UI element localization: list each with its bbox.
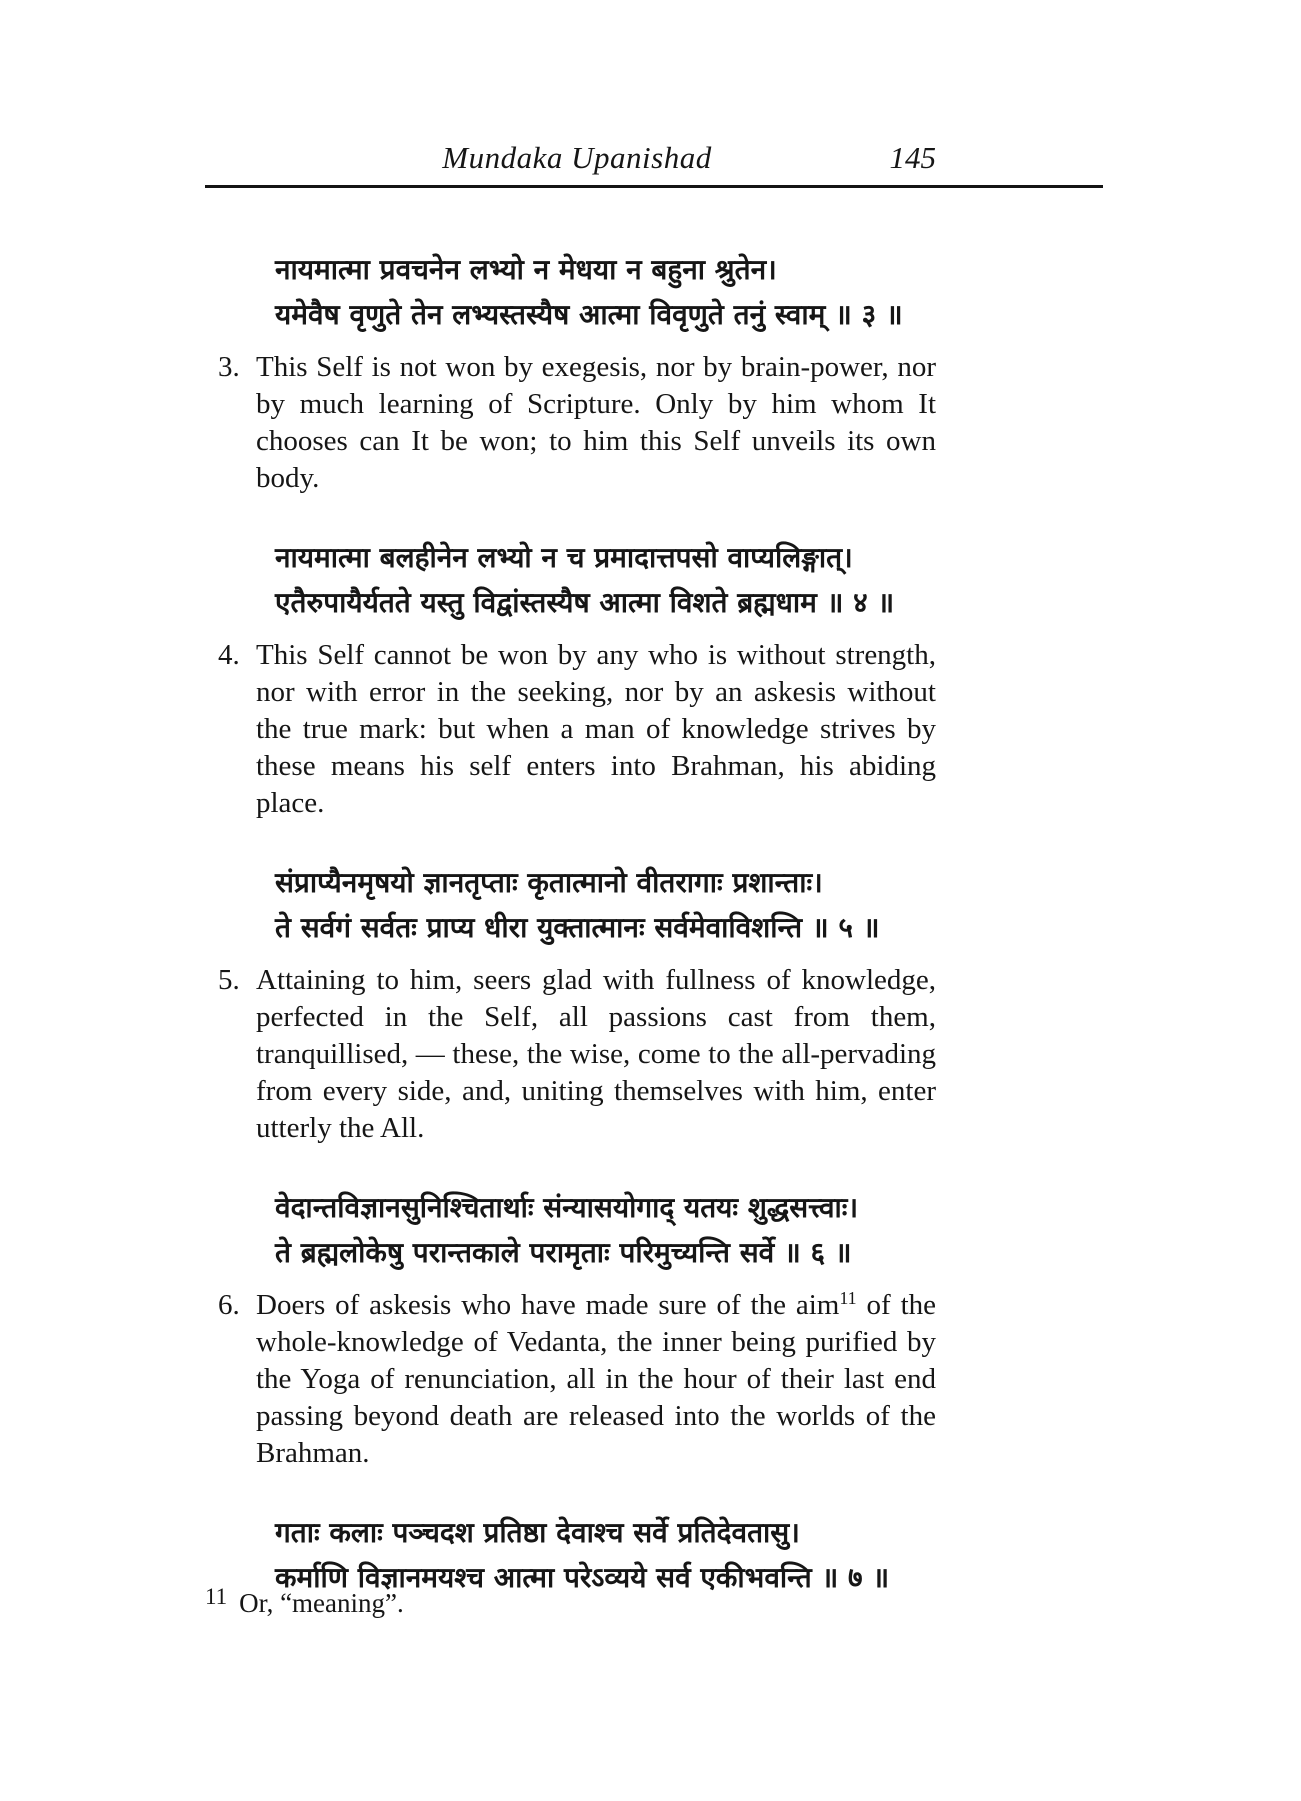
- verse-3-line-1: नायमात्मा प्रवचनेन लभ्यो न मेधया न बहुना श्रुतेन।: [275, 253, 777, 286]
- verse-4-line-1: नायमात्मा बलहीनेन लभ्यो न च प्रमादात्तपसो वाप्यलिङ्गात्।: [275, 541, 853, 574]
- translation-item-6: [218, 1287, 936, 1472]
- page-number: 145: [889, 140, 936, 175]
- item-6-text: [256, 1287, 936, 1472]
- item-3-text: This Self is not won by exegesis, nor by brain-power, nor by much learning of Scripture. Only by him whom It chooses can It be won; to him this Self unveils its own body.: [256, 351, 936, 494]
- footnote-marker-11: 11: [205, 1584, 228, 1609]
- translation-item-4: [218, 637, 936, 822]
- item-3-number: 3.: [218, 351, 240, 383]
- verse-5-line-1: संप्राप्यैनमृषयो ज्ञानतृप्ताः कृतात्मानो वीतरागाः प्रशान्ताः।: [275, 866, 823, 899]
- translation-item-5: [218, 962, 936, 1147]
- item-5-text: Attaining to him, seers glad with fullness of knowledge, perfected in the Self, all passions cast from them, tranquillised, — these, the wise, come to the all-pervading from every side, and, uniting themselves with him, enter utterly the All.: [256, 964, 936, 1144]
- verse-5-line-2: ते सर्वगं सर्वतः प्राप्य धीरा युक्तात्मानः सर्वमेवाविशन्ति ॥ ५ ॥: [275, 911, 880, 944]
- verse-6-line-1: वेदान्तविज्ञानसुनिश्चितार्थाः संन्यासयोगाद् यतयः शुद्धसत्त्वाः।: [275, 1191, 859, 1224]
- item-6-text-after-note: of the whole-knowledge of Vedanta, the inner being purified by the Yoga of renunciation, all in the hour of their last end passing beyond death are released into the worlds of the Brahman.: [256, 1289, 936, 1469]
- verse-4-line-2: एतैरुपायैर्यतते यस्तु विद्वांस्तस्यैष आत्मा विशते ब्रह्मधाम ॥ ४ ॥: [275, 586, 895, 619]
- translation-item-3: [218, 349, 936, 497]
- sanskrit-verse-5: [275, 860, 936, 950]
- item-6-number: 6.: [218, 1289, 240, 1321]
- item-4-text: This Self cannot be won by any who is without strength, nor with error in the seeking, nor by an askesis without the true mark: but when a man of knowledge strives by these means his self enters into Brahman, his abiding place.: [256, 639, 936, 819]
- page-body: [218, 212, 936, 1612]
- verse-7-line-1: गताः कलाः पञ्चदश प्रतिष्ठा देवाश्च सर्वे प्रतिदेवतासु।: [275, 1516, 800, 1549]
- item-5-number: 5.: [218, 964, 240, 996]
- header-rule: [205, 185, 1103, 188]
- verse-6-line-2: ते ब्रह्मलोकेषु परान्तकाले परामृताः परिमुच्यन्ति सर्वे ॥ ६ ॥: [275, 1236, 852, 1269]
- footnote: [205, 1586, 404, 1622]
- item-6-text-before-note: Doers of askesis who have made sure of the aim: [256, 1289, 840, 1321]
- verse-7-line-2: कर्माणि विज्ञानमयश्च आत्मा परेऽव्यये सर्व एकीभवन्ति ॥ ७ ॥: [275, 1561, 890, 1594]
- footnote-text: Or, “meaning”.: [239, 1588, 404, 1618]
- running-title: Mundaka Upanishad: [442, 140, 712, 175]
- sanskrit-verse-6: [275, 1185, 936, 1275]
- sanskrit-verse-4: [275, 535, 936, 625]
- verse-3-line-2: यमेवैष वृणुते तेन लभ्यस्तस्यैष आत्मा विवृणुते तनुं स्वाम् ॥ ३ ॥: [275, 298, 903, 331]
- page-header: [218, 138, 936, 182]
- item-4-number: 4.: [218, 639, 240, 671]
- footnote-reference-11: 11: [839, 1288, 857, 1309]
- sanskrit-verse-3: [275, 247, 936, 337]
